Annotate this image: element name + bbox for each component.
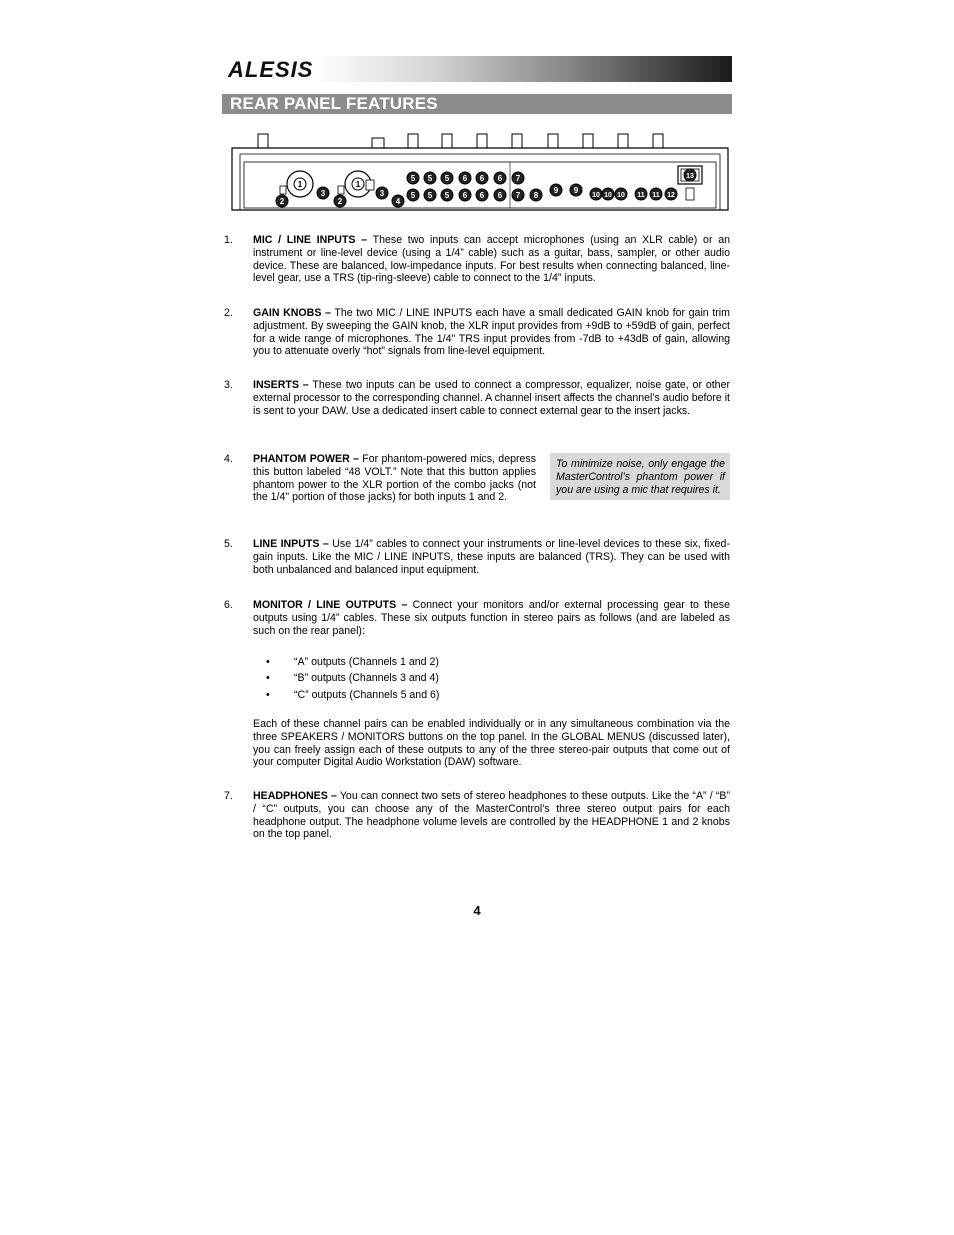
page-number: 4: [473, 903, 481, 918]
item-title: MONITOR / LINE OUTPUTS –: [253, 599, 408, 611]
callout-label: 9: [553, 186, 559, 195]
callout-label: 7: [515, 174, 521, 183]
bullet-symbol: •: [266, 672, 270, 684]
callout-label: 10: [604, 192, 612, 199]
callout-label: 12: [667, 192, 675, 199]
callout-label: 6: [497, 174, 503, 183]
logo-text: ALESIS: [228, 58, 314, 80]
callout-label: 5: [410, 174, 416, 183]
bullet-text-a: “A” outputs (Channels 1 and 2): [294, 656, 439, 668]
item-title: HEADPHONES –: [253, 790, 337, 802]
item-text: These two inputs can accept microphones (using an XLR cable) or an instrument or line-level device (using a 1/4” cable) such as a guitar, bass, sampler, or other audio device. These are balanced, low-impedance inputs. For best results when connecting balanced, line-level gear, use a TRS (tip-ring-sleeve) cable to connect to the 1/4" inputs.: [253, 234, 730, 285]
callout-label: 2: [337, 197, 343, 206]
item-body: [253, 379, 730, 417]
callout-label: 2: [279, 197, 285, 206]
callout-label: 1: [297, 180, 303, 189]
callout-label: 8: [533, 191, 539, 200]
callout-label: 11: [652, 192, 660, 199]
item-text: The two MIC / LINE INPUTS each have a small dedicated GAIN knob for gain trim adjustment. By sweeping the GAIN knob, the XLR input provides from +9dB to +59dB of gain, perfect for a wide range of microphones. The 1/4" TRS input provides from -7dB to +43dB of gain, allowing you to attenuate overly “hot” signals from line-level equipment.: [253, 307, 730, 358]
bullet-text-c: “C” outputs (Channels 5 and 6): [294, 689, 440, 701]
callout-label: 5: [410, 191, 416, 200]
item-number: 1.: [224, 234, 233, 246]
callout-label: 6: [497, 191, 503, 200]
outputs-paragraph: Each of these channel pairs can be enabled individually or in any simultaneous combination via the three SPEAKERS / MONITORS buttons on the top panel. In the GLOBAL MENUS (discussed later), you can freely assign each of these outputs to any of the three stereo-pair outputs that come out of your computer Digital Audio Workstation (DAW) software.: [253, 718, 730, 769]
callout-label: 5: [427, 174, 433, 183]
item-text: Use 1/4” cables to connect your instruments or line-level devices to these six, fixed-gain inputs. Like the MIC / LINE INPUTS, these inputs are balanced (TRS). They can be used with both unbalanced and balanced input equipment.: [253, 538, 730, 576]
item-body: [253, 234, 730, 285]
note-text: To minimize noise, only engage the MasterControl’s phantom power if you are using a mic that requires it.: [556, 458, 725, 496]
item-number: 3.: [224, 379, 233, 391]
item-title: PHANTOM POWER –: [253, 453, 359, 465]
item-title: INSERTS –: [253, 379, 309, 391]
callout-label: 6: [462, 191, 468, 200]
callout-label: 13: [686, 173, 694, 180]
bullet-symbol: •: [266, 689, 270, 701]
callout-label: 6: [462, 174, 468, 183]
item-number: 2.: [224, 307, 233, 319]
callout-label: 10: [592, 192, 600, 199]
item-number: 5.: [224, 538, 233, 550]
item-title: LINE INPUTS –: [253, 538, 329, 550]
bullet-text-b: “B” outputs (Channels 3 and 4): [294, 672, 439, 684]
callout-label: 9: [573, 186, 579, 195]
item-body: [253, 307, 730, 358]
item-text: Connect your monitors and/or external processing gear to these outputs using 1/4” cables. These six outputs function in stereo pairs as follows (and are labeled as such on the rear panel):: [253, 599, 730, 637]
callout-label: 11: [637, 192, 645, 199]
item-body: [253, 538, 730, 576]
section-title: REAR PANEL FEATURES: [230, 94, 438, 113]
callout-label: 6: [479, 191, 485, 200]
item-number: 4.: [224, 453, 233, 465]
item-title: MIC / LINE INPUTS –: [253, 234, 368, 246]
rear-panel-diagram: [230, 128, 730, 214]
item-body: [253, 790, 730, 841]
item-title: GAIN KNOBS –: [253, 307, 331, 319]
item-text: For phantom-powered mics, depress this button labeled “48 VOLT.” Note that this button applies phantom power to the XLR portion of the combo jacks (not the 1/4" portion of those jacks) for both inputs 1 and 2.: [253, 453, 536, 504]
item-text: You can connect two sets of stereo headphones to these outputs. Like the “A” / “B” / “C” outputs, you can choose any of the MasterControl’s three stereo output pairs for each headphone output. The headphone volume levels are controlled by the HEADPHONE 1 and 2 knobs on the top panel.: [253, 790, 730, 841]
item-number: 6.: [224, 599, 233, 611]
bullet-symbol: •: [266, 656, 270, 668]
callout-label: 4: [395, 197, 401, 206]
callout-label: 3: [320, 189, 326, 198]
callout-label: 7: [515, 191, 521, 200]
callout-label: 1: [355, 180, 361, 189]
callout-label: 3: [379, 189, 385, 198]
callout-label: 5: [444, 191, 450, 200]
item-body: [253, 453, 536, 504]
item-body: [253, 599, 730, 637]
item-number: 7.: [224, 790, 233, 802]
callout-label: 10: [617, 192, 625, 199]
callout-label: 5: [444, 174, 450, 183]
callout-label: 6: [479, 174, 485, 183]
callout-label: 5: [427, 191, 433, 200]
item-text: These two inputs can be used to connect a compressor, equalizer, noise gate, or other external processor to the corresponding channel. A channel insert affects the channel’s audio before it is sent to your DAW. Use a dedicated insert cable to connect external gear to the insert jacks.: [253, 379, 730, 417]
